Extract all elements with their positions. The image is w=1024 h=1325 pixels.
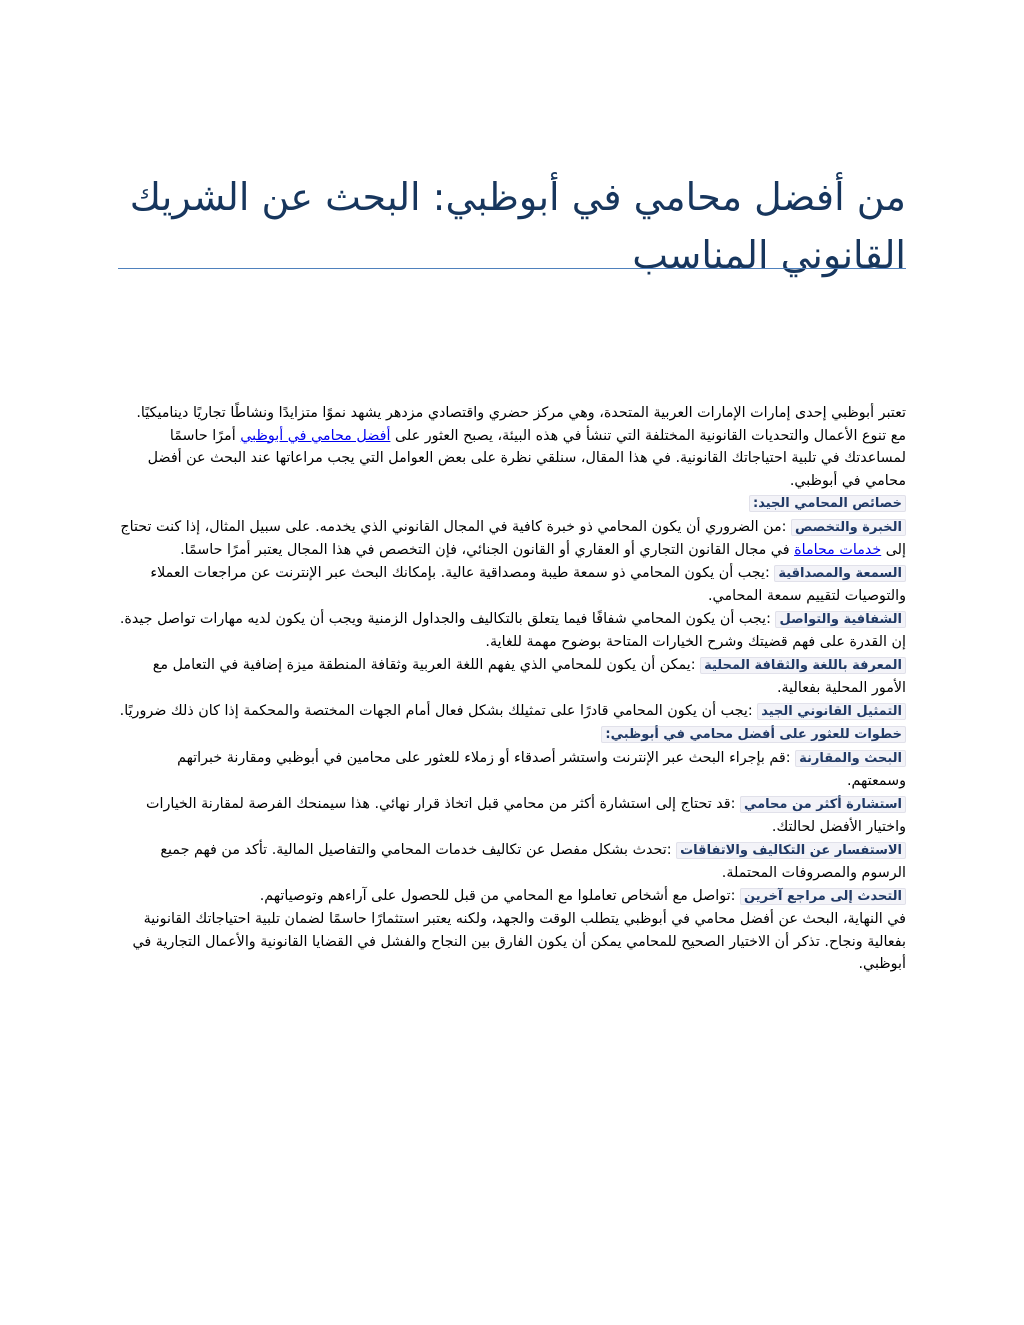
- services-link[interactable]: خدمات محاماة: [794, 542, 882, 558]
- quality-item: [118, 700, 906, 724]
- article-body: [118, 402, 906, 976]
- step-label: الاستفسار عن التكاليف والاتفاقات: [676, 842, 906, 859]
- step-item: [118, 839, 906, 885]
- quality-label: المعرفة باللغة والثقافة المحلية: [700, 657, 906, 674]
- intro-link[interactable]: أفضل محامي في أبوظبي: [240, 427, 391, 444]
- quality-label: السمعة والمصداقية: [774, 565, 906, 582]
- intro-text-2: أمرًا حاسمًا لمساعدتك في تلبية احتياجاتك القانونية. في هذا المقال، سنلقي نظرة على بعض العوامل التي يجب مراعاتها عند البحث عن أفضل محامي في أبوظبي.: [147, 427, 906, 489]
- quality-item: [118, 562, 906, 608]
- section-heading-qualities: [118, 492, 906, 516]
- step-label: استشارة أكثر من محامي: [740, 796, 906, 813]
- quality-text: :يجب أن يكون المحامي ذو سمعة طيبة ومصداقية عالية. بإمكانك البحث عبر الإنترنت عن مراجعات العملاء والتوصيات لتقييم سمعة المحامي.: [150, 564, 906, 604]
- section-heading-steps: [118, 723, 906, 747]
- quality-text: :من الضروري أن يكون المحامي ذو خبرة كافية في المجال القانوني الذي يخدمه. على سبيل المثال، إذا كنت تحتاج إلى: [120, 518, 906, 558]
- title-divider: [118, 268, 906, 269]
- quality-label: الخبرة والتخصص: [791, 519, 906, 536]
- title-line-2: القانوني المناسب: [632, 233, 906, 277]
- step-text: :تواصل مع أشخاص تعاملوا مع المحامي من قبل للحصول على آراءهم وتوصياتهم.: [259, 887, 740, 904]
- quality-text: :يجب أن يكون المحامي قادرًا على تمثيلك بشكل فعال أمام الجهات المختصة والمحكمة إذا كان ذلك ضروريًا.: [119, 702, 758, 719]
- title-block: [118, 168, 906, 284]
- step-label: البحث والمقارنة: [795, 750, 906, 767]
- quality-item: [118, 516, 906, 562]
- conclusion-paragraph: في النهاية، البحث عن أفضل محامي في أبوظبي يتطلب الوقت والجهد، ولكنه يعتبر استثمارًا حاسمًا لضمان تلبية احتياجاتك القانونية بفعالية ونجاح. تذكر أن الاختيار الصحيح للمحامي يمكن أن يكون الفارق بين النجاح والفشل في القضايا القانونية والأعمال التجارية في أبوظبي.: [132, 911, 906, 972]
- step-label: التحدث إلى مراجع آخرين: [740, 888, 906, 905]
- step-item: [118, 885, 906, 909]
- step-item: [118, 793, 906, 839]
- step-text: :قم بإجراء البحث عبر الإنترنت واستشر أصدقاء أو زملاء للعثور على محامين في أبوظبي ومقارنة خبراتهم وسمعتهم.: [177, 749, 906, 789]
- quality-text: :يجب أن يكون المحامي شفافًا فيما يتعلق بالتكاليف والجداول الزمنية ويجب أن يكون لديه مهارات تواصل جيدة. إن القدرة على فهم قضيتك وشرح الخيارات المتاحة بوضوح مهمة للغاية.: [119, 610, 906, 650]
- quality-text: :يمكن أن يكون للمحامي الذي يفهم اللغة العربية وثقافة المنطقة ميزة إضافية في التعامل مع الأمور المحلية بفعالية.: [152, 656, 906, 696]
- quality-item: [118, 608, 906, 654]
- quality-item: [118, 654, 906, 700]
- section-heading-qualities-label: خصائص المحامي الجيد:: [749, 495, 906, 512]
- page-title: [118, 168, 906, 284]
- title-line-1: من أفضل محامي في أبوظبي: البحث عن الشريك: [129, 175, 906, 219]
- quality-text-end: في مجال القانون التجاري أو العقاري أو القانون الجنائي، فإن التخصص في هذا المجال يعتبر أمرًا حاسمًا.: [180, 542, 795, 558]
- section-heading-steps-label: خطوات للعثور على أفضل محامي في أبوظبي:: [601, 726, 906, 743]
- quality-label: التمثيل القانوني الجيد: [757, 703, 906, 720]
- step-text: :تحدث بشكل مفصل عن تكاليف خدمات المحامي والتفاصيل المالية. تأكد من فهم جميع الرسوم والمصروفات المحتملة.: [160, 841, 906, 881]
- intro-text-1: تعتبر أبوظبي إحدى إمارات الإمارات العربية المتحدة، وهي مركز حضري واقتصادي مزدهر يشهد نموًا متزايدًا ونشاطًا تجاريًا ديناميكيًا. مع تنوع الأعمال والتحديات القانونية المختلفة التي تنشأ في هذه البيئة، يصبح العثور على: [136, 405, 906, 444]
- step-item: [118, 747, 906, 793]
- intro-paragraph: [118, 402, 906, 492]
- quality-label: الشفافية والتواصل: [775, 611, 906, 628]
- step-text: :قد تحتاج إلى استشارة أكثر من محامي قبل اتخاذ قرار نهائي. هذا سيمنحك الفرصة لمقارنة الخيارات واختيار الأفضل لحالتك.: [146, 795, 906, 835]
